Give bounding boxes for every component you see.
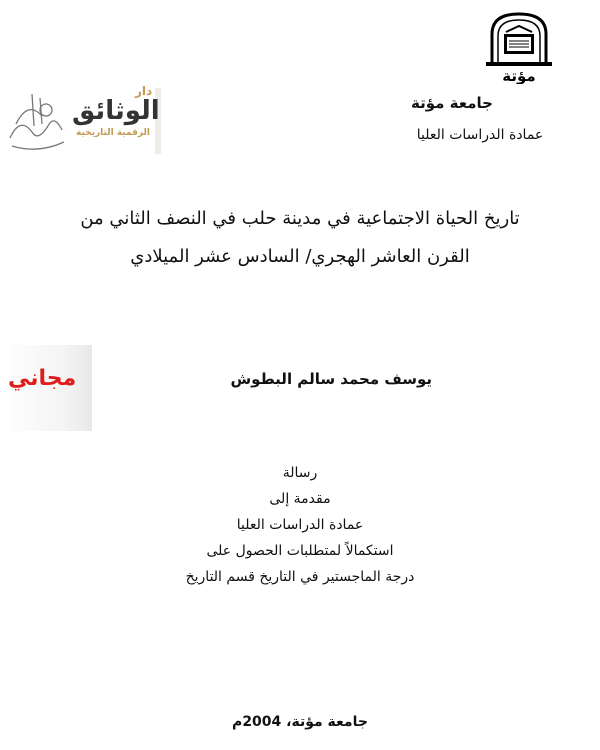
emblem-text: مؤتة <box>502 67 536 84</box>
university-name: جامعة مؤتة <box>411 94 493 112</box>
thesis-line-4: استكمالاً لمتطلبات الحصول على <box>206 543 394 559</box>
watermark-subtitle: الرقمية التاريخية <box>76 128 150 138</box>
thesis-statement <box>100 460 500 590</box>
thesis-line-2: مقدمة إلى <box>269 491 331 507</box>
thesis-title-line-1: تاريخ الحياة الاجتماعية في مدينة حلب في النصف الثاني من <box>80 208 520 229</box>
watermark-name: الوثائق <box>72 96 160 126</box>
thesis-line-1: رسالة <box>282 465 318 481</box>
university-emblem <box>478 8 560 84</box>
footer-university-year: جامعة مؤتة، 2004م <box>232 714 368 730</box>
thesis-line-5: درجة الماجستير في التاريخ قسم التاريخ <box>185 569 415 585</box>
author-name: يوسف محمد سالم البطوش <box>230 370 432 388</box>
watermark-dar: دار <box>135 84 153 98</box>
free-badge: مجاني <box>8 366 77 391</box>
thesis-line-3: عمادة الدراسات العليا <box>236 517 364 533</box>
thesis-title-line-2: القرن العاشر الهجري/ السادس عشر الميلادي <box>130 246 470 267</box>
thesis-title <box>20 200 580 276</box>
deanship-name: عمادة الدراسات العليا <box>416 127 544 143</box>
